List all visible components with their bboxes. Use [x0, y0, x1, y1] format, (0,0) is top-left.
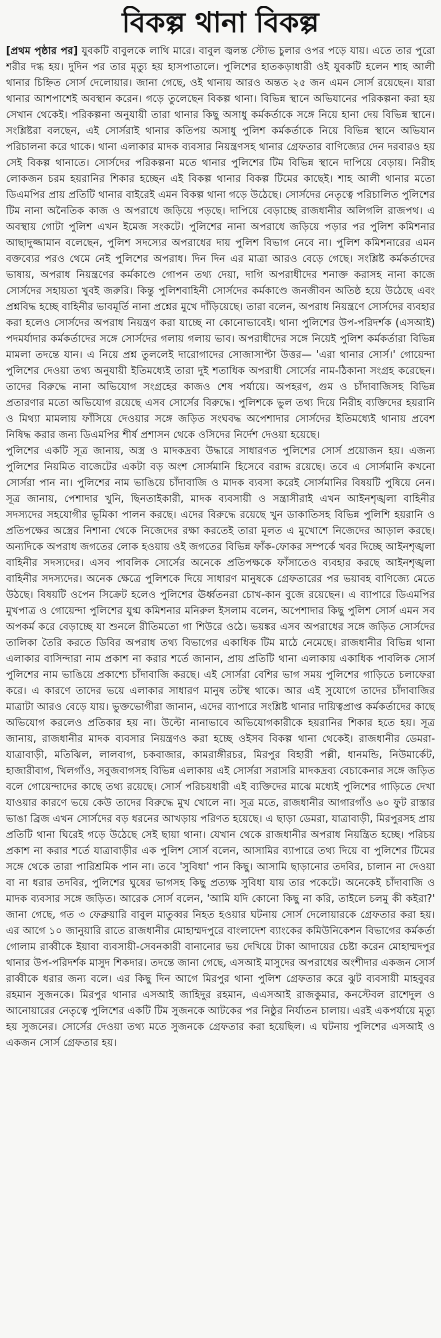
paragraph-2: পুলিশের একটি সূত্র জানায়, অস্ত্র ও মাদকদ্রব্য উদ্ধারে সাধারণত পুলিশের সোর্স প্রয়োজন হয়। এজন্য পুলিশের নিয়মিত বাজেটের একটা বড় অংশ সোর্সমানি হিসেবে বরাদ্দ রয়েছে। তবে এ সোর্সমানি কখনো সোর্সরা পান না। পুলিশের নাম ভাঙিয়ে চাঁদাবাজি ও মাদক ব্যবসা করেই সোর্সমানির বিষয়টি পুষিয়ে নেন। সূত্র জানায়, পেশাদার খুনি, ছিনতাইকারী, মাদক ব্যবসায়ী ও সন্ত্রাসীরাই এখন আইনশৃঙ্খলা বাহিনীর সদস্যদের সহযোগীর ভূমিকা পালন করছে। এদের বিরুদ্ধে রয়েছে খুন ডাকাতিসহ বিভিন্ন পুলিশি হয়রানি ও প্রতিপক্ষের অস্ত্রের নিশানা থেকে নিজেদের রক্ষা করতেই তারা মূলত এ মুখোশে নিজেদের আড়াল করছে। অন্যদিকে অপরাধ জগতের লোক হওয়ায় ওই জগতের বিভিন্ন ফাঁক-ফোকর সম্পর্কে খবর দিচ্ছে আইনশৃঙ্খলা বাহিনীর সদস্যদের। এসব পাবলিক সোর্সের অনেকে প্রতিপক্ষকে ফাঁসাতেও ব্যবহার করছে আইনশৃঙ্খলা বাহিনীর সদস্যদের। অনেক ক্ষেত্রে পুলিশকে দিয়ে সাধারণ মানুষকে গ্রেফতারের পর ভয়াবহ বাণিজ্যে মেতে উঠছে। বিষয়টি ওপেন সিক্রেট হলেও পুলিশের ঊর্ধ্বতনরা চোখ-কান বুজে রয়েছেন। এ ব্যাপারে ডিএমপির মুখপাত্র ও গোয়েন্দা পুলিশের যুগ্ম কমিশনার মনিরুল ইসলাম বলেন, অপেশাদার কিছু পুলিশ সোর্স এমন সব অপকর্ম করে বেড়াচ্ছে যা শুনলে রীতিমতো গা শিউরে ওঠে। ভয়ঙ্কর এসব অপরাধের সঙ্গে জড়িত সোর্সদের তালিকা তৈরি করতে ডিবির অপরাধ তথ্য বিভাগের একাধিক টিম মাঠে নেমেছে। রাজধানীর বিভিন্ন থানা এলাকার বাসিন্দারা নাম প্রকাশ না করার শর্তে জানান, প্রায় প্রতিটি থানা এলাকায় একাধিক পাবলিক সোর্স পুলিশের নাম ভাঙিয়ে প্রকাশ্যে চাঁদাবাজি করছে। এই সোর্সরা বেশির ভাগ সময় পুলিশের গাড়িতে চলাফেরা করে। এ কারণে তাদের ভয়ে এলাকার সাধারণ মানুষ তটস্থ থাকে। আর এই সুযোগে তাদের চাঁদাবাজির মাত্রাটা আরও বেড়ে যায়। ভুক্তভোগীরা জানান, এদের ব্যাপারে সংশ্লিষ্ট থানার দায়িত্বপ্রাপ্ত কর্মকর্তাদের কাছে অভিযোগ করলেও প্রতিকার হয় না। উল্টো নানাভাবে অভিযোগকারীকে হয়রানির শিকার হতে হয়। সূত্র জানায়, রাজধানীর মাদক ব্যবসার নিয়ন্ত্রণও করা হচ্ছে ওইসব বিকল্প থানা থেকেই। রাজধানীর ডেমরা-যাত্রাবাড়ী, মতিঝিল, লালবাগ, চকবাজার, কামরাঙ্গীরচর, মিরপুর বিহারী পল্লী, ধানমন্ডি, নিউমার্কেট, হাজারীবাগ, খিলগাঁও, সবুজবাগসহ বিভিন্ন এলাকায় এই সোর্সরা সরাসরি মাদকদ্রব্য বেচাকেনার সঙ্গে জড়িত বলে গোয়েন্দাদের কাছে তথ্য রয়েছে। সোর্স পরিচয়ধারী এই ব্যক্তিদের মাঝে মধ্যেই পুলিশের গাড়িতে দেখা যাওয়ার কারণে ভয়ে কেউ তাদের বিরুদ্ধে মুখ খোলে না। সূত্র মতে, রাজধানীর আগারগাঁও ৬০ ফুট রাস্তার ভাঙা ব্রিজ এখন সোর্সদের বড় ধরনের আখড়ায় পরিণত হয়েছে। এ ছাড়া ডেমরা, যাত্রাবাড়ী, মিরপুরসহ প্রায় প্রতিটি থানা ঘিরেই গড়ে উঠেছে সেই ছায়া থানা। যেখান থেকে রাজধানীর অপরাধ নিয়ন্ত্রিত হচ্ছে। পরিচয় প্রকাশ না করার শর্তে যাত্রাবাড়ীর এক পুলিশ সোর্স বলেন, আসামির ব্যাপারে তথ্য দিয়ে বা পুলিশের টিমের সঙ্গে থেকে তারা পারিশ্রমিক পান না। তবে 'সুবিধা' পান কিছু। আসামি ছাড়ানোর তদবির, চালান না দেওয়া বা না ধরার তদবির, পুলিশের ঘুষের ভাগসহ কিছু প্রত্যক্ষ সুবিধা যায় তার পকেটে। অনেকেই চাঁদাবাজি ও মাদক ব্যবসার সঙ্গে জড়িত। আরেক সোর্স বলেন, 'আমি যদি কোনো কিছু না করি, তাইলে চলমু কী কইরা?' জানা গেছে, গত ৩ ফেব্রুয়ারি বাবুল মাতুব্বর নিহত হওয়ার ঘটনায় সোর্স দেলোয়ারকে গ্রেফতার করা হয়। এর আগে ১০ জানুয়ারি রাতে রাজধানীর মোহাম্মদপুরে বাংলাদেশ ব্যাংকের কমিউনিকেশন বিভাগের কর্মকর্তা গোলাম রাব্বীকে ইয়াবা ব্যবসায়ী-সেবনকারী বানানোর ভয় দেখিয়ে টাকা আদায়ের চেষ্টা করেন মোহাম্মদপুর থানার উপ-পরিদর্শক মাসুদ শিকদার। তদন্তে জানা গেছে, এসআই মাসুদের অপরাধের অংশীদার একজন সোর্স রাব্বীকে ধরার জন্য বলে। এর কিছু দিন আগে মিরপুর থানা পুলিশ গ্রেফতার করে ঝুট ব্যবসায়ী মাহবুবর রহমান সুজনকে। মিরপুর থানার এসআই জাহিদুর রহমান, এএসআই রাজকুমার, কনস্টেবল রাশেদুল ও আনোয়ারের নেতৃত্বে পুলিশের একটি টিম সুজনকে আটকের পর নিষ্ঠুর নির্যাতন চালায়। এরই একপর্যায়ে মৃত্যু হয় সুজনের। সোর্সের দেওয়া তথ্য মতে সুজনকে গ্রেফতার করা হয়েছিল। এ ঘটনায় পুলিশের এসআই ও একজন সোর্স গ্রেফতার হয়। [6, 446, 435, 1049]
paragraph-1-text: যুবকটি বাবুলকে লাথি মারে। বাবুল জ্বলন্ত স্টোভ চুলার ওপর পড়ে যায়। এতে তার পুরো শরীর দগ্ধ হয়। দুদিন পর তার মৃত্যু হয় হাসপাতালে। পুলিশের হাতকড়াধারী ওই যুবকটি হলেন শাহ আলী থানার চিহ্নিত সোর্স দেলোয়ার। জানা গেছে, ওই থানায় আরও অন্তত ২৫ জন এমন সোর্স রয়েছেন। যারা থানার আশপাশেই অবস্থান করেন। গড়ে তুলেছেন বিকল্প থানা। বিভিন্ন স্থানে অভিযানের পরিকল্পনা করা হয় সেখান থেকেই। পরিকল্পনা অনুযায়ী তারা থানার কিছু অসাধু কর্মকর্তাকে সঙ্গে নিয়ে হানা দেয় বিভিন্ন স্থানে। সংশ্লিষ্টরা বলছেন, এই সোর্সরাই থানার কতিপয় অসাধু পুলিশ কর্মকর্তাকে নিয়ে বিভিন্ন স্থানে অভিযান পরিচালনা করে থাকে। থানা এলাকার মাদক ব্যবসার নিয়ন্ত্রণসহ থানার গ্রেফতার বাণিজ্যের দেন দরবারও হয় সেই বিকল্প থানাতে। সোর্সদের পরিকল্পনা মতে থানার পুলিশের টিম বিভিন্ন স্থানে দাপিয়ে বেড়ায়। নিরীহ লোকজন চরম হয়রানির শিকার হচ্ছেন এই বিকল্প থানার বিকল্প টিমের কাছেই। শাহ আলী থানার মতো ডিএমপির প্রায় প্রতিটি থানার বাইরেই এমন বিকল্প থানা গড়ে উঠেছে। সোর্সদের নেতৃত্বে পরিচালিত পুলিশের টিম নানা অনৈতিক কাজ ও অপরাধে জড়িয়ে পড়ছে। দাপিয়ে বেড়াচ্ছে রাজধানীর অলিগলি রাজপথ। এ অবস্থায় গোটা পুলিশ এখন ইমেজ সংকটে। পুলিশের নানা অপরাধে জড়িয়ে পড়ার পর পুলিশ কমিশনার আছাদুজ্জামান বলেছেন, পুলিশ সদস্যের অপরাধের দায় পুলিশ বিভাগ নেবে না। পুলিশ কমিশনারের এমন বক্তব্যের পরও থেমে নেই পুলিশের অপরাধ। দিন দিন এর মাত্রা আরও বেড়ে গেছে। সংশ্লিষ্ট কর্মকর্তাদের ভাষায়, অপরাধ নিয়ন্ত্রণের কর্মকাণ্ডে গোপন তথ্য দেয়া, দাগি অপরাধীদের শনাক্ত করাসহ নানা কাজে সোর্সদের সহায়তা খুবই জরুরি। কিন্তু পুলিশবাহিনী সোর্সদের কর্মকাণ্ডে জনজীবন অতিষ্ঠ হয়ে উঠেছে এবং প্রশ্নবিদ্ধ হচ্ছে বাহিনীর ভাবমূর্তি নানা প্রশ্নের মুখে দাঁড়িয়েছে। তারা বলেন, অপরাধ নিয়ন্ত্রণে সোর্সদের ব্যবহার করা হলেও সোর্সদের অপরাধ নিয়ন্ত্রণ করা যাচ্ছে না কোনোভাবেই। থানা পুলিশের উপ-পরিদর্শক (এসআই) পদমর্যাদার কর্মকর্তাদের সঙ্গে সোর্সদের গলায় গলায় ভাব। অপরাধীদের সঙ্গে নিয়েই পুলিশ কর্মকর্তারা বিভিন্ন মামলা তদন্তে যান। এ নিয়ে প্রশ্ন তুললেই দারোগাদের সোজাসাপ্টা উত্তর— 'এরা থানার সোর্স।' গোয়েন্দা পুলিশের দেওয়া তথ্য অনুযায়ী ইতিমধ্যেই তারা দুই শতাধিক অপরাধী সোর্সের নাম-ঠিকানা সংগ্রহ করেছেন। তাদের বিরুদ্ধে নানা অভিযোগ সংগ্রহের কাজও শেষ পর্যায়ে। অপহরণ, গুম ও চাঁদাবাজিসহ বিভিন্ন প্রতারণার মতো অভিযোগ রয়েছে এসব সোর্সের বিরুদ্ধে। পুলিশকে ভুল তথ্য দিয়ে নিরীহ ব্যক্তিদের হয়রানি ও মিথ্যা মামলায় ফাঁসিয়ে দেওয়ার সঙ্গে জড়িত সংঘবদ্ধ অপেশাদার সোর্সদের ইতিমধ্যেই থানায় প্রবেশ নিষিদ্ধ করার জন্য ডিএমপির শীর্ষ প্রশাসন থেকে ওসিদের নির্দেশ দেওয়া হয়েছে। [6, 46, 435, 441]
headline: বিকল্প থানা বিকল্প [122, 6, 319, 39]
continuation-tag: [প্রথম পৃষ্ঠার পর] [6, 46, 78, 57]
paragraph-1 [6, 44, 435, 444]
article-body [6, 44, 435, 1330]
